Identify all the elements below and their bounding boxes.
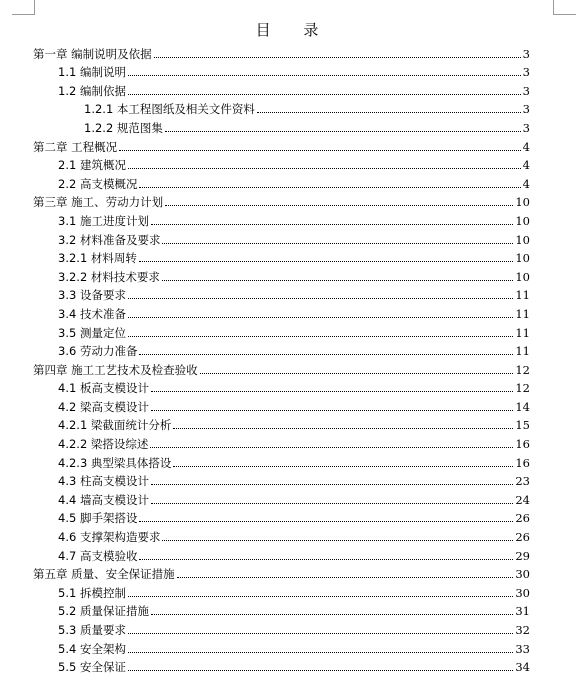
toc-entry[interactable] — [33, 228, 530, 247]
toc-entry-page: 34 — [515, 660, 530, 675]
dot-leader — [162, 279, 513, 281]
toc-entry[interactable] — [33, 656, 530, 675]
toc-entry-page: 3 — [522, 120, 530, 135]
toc-entry-label: 4.2 梁高支模设计 — [58, 399, 149, 414]
toc-entry-label: 5.1 拆模控制 — [58, 585, 126, 600]
toc-entry[interactable] — [33, 61, 530, 80]
toc-entry-page: 4 — [522, 176, 530, 191]
dot-leader — [151, 502, 513, 504]
dot-leader — [165, 204, 513, 206]
toc-entry[interactable] — [33, 209, 530, 228]
page-corner-mark-right — [553, 0, 576, 15]
dot-leader — [257, 111, 521, 113]
toc-entry-label: 1.1 编制说明 — [58, 65, 126, 80]
toc-entry[interactable] — [33, 600, 530, 619]
toc-entry[interactable] — [33, 172, 530, 191]
toc-entry-page: 12 — [515, 362, 530, 377]
toc-entry-page: 3 — [522, 102, 530, 117]
toc-entry[interactable] — [33, 544, 530, 563]
toc-entry-label: 2.1 建筑概况 — [58, 158, 126, 173]
toc-entry-label: 3.2.2 材料技术要求 — [58, 269, 160, 284]
dot-leader — [128, 93, 521, 95]
toc-entry-page: 16 — [515, 455, 530, 470]
toc-entry[interactable] — [33, 79, 530, 98]
toc-entry[interactable] — [33, 284, 530, 303]
toc-entry-page: 29 — [515, 548, 530, 563]
dot-leader — [139, 558, 513, 560]
toc-entry-label: 4.2.1 梁截面统计分析 — [58, 418, 172, 433]
dot-leader — [128, 74, 521, 76]
dot-leader — [128, 632, 513, 634]
toc-entry[interactable] — [33, 265, 530, 284]
dot-leader — [173, 427, 513, 429]
toc-entry-page: 11 — [515, 344, 530, 359]
toc-entry[interactable] — [33, 525, 530, 544]
toc-entry-label: 5.5 安全保证 — [58, 660, 126, 675]
toc-entry[interactable] — [33, 191, 530, 210]
toc-entry-label: 第二章 工程概况 — [33, 139, 118, 154]
toc-entry-page: 4 — [522, 139, 530, 154]
dot-leader — [128, 335, 513, 337]
toc-entry-page: 10 — [515, 232, 530, 247]
toc-entry-page: 16 — [515, 437, 530, 452]
dot-leader — [119, 149, 521, 151]
toc-entry-page: 4 — [522, 158, 530, 173]
dot-leader — [151, 409, 513, 411]
toc-entry-label: 第五章 质量、安全保证措施 — [33, 567, 175, 582]
toc-entry-label: 4.2.3 典型梁具体搭设 — [58, 455, 172, 470]
toc-entry-label: 3.2 材料准备及要求 — [58, 232, 161, 247]
toc-entry[interactable] — [33, 488, 530, 507]
toc-entry-label: 4.4 墙高支模设计 — [58, 492, 149, 507]
toc-entry[interactable] — [33, 377, 530, 396]
dot-leader — [128, 297, 513, 299]
toc-entry-label: 1.2.2 规范图集 — [84, 120, 163, 135]
toc-entry-label: 4.1 板高支模设计 — [58, 381, 149, 396]
dot-leader — [154, 56, 521, 58]
toc-entry-page: 10 — [515, 269, 530, 284]
dot-leader — [173, 465, 513, 467]
dot-leader — [151, 613, 513, 615]
toc-entry-label: 第四章 施工工艺技术及检查验收 — [33, 362, 198, 377]
toc-entry-label: 2.2 高支模概况 — [58, 176, 138, 191]
toc-entry[interactable] — [33, 637, 530, 656]
toc-entry-label: 3.3 设备要求 — [58, 288, 126, 303]
dot-leader — [162, 242, 513, 244]
toc-entry[interactable] — [33, 340, 530, 359]
dot-leader — [150, 446, 513, 448]
toc-entry[interactable] — [33, 432, 530, 451]
toc-entry[interactable] — [33, 302, 530, 321]
toc-entry-page: 11 — [515, 325, 530, 340]
toc-entry-label: 3.5 测量定位 — [58, 325, 126, 340]
toc-entry-page: 15 — [515, 418, 530, 433]
toc-entry-label: 3.2.1 材料周转 — [58, 251, 137, 266]
dot-leader — [128, 669, 513, 671]
dot-leader — [177, 576, 514, 578]
dot-leader — [151, 223, 513, 225]
toc-entry-page: 3 — [522, 83, 530, 98]
toc-entry-label: 第三章 施工、劳动力计划 — [33, 195, 164, 210]
toc-entry-page: 30 — [515, 585, 530, 600]
toc-entry[interactable] — [33, 154, 530, 173]
toc-entry-page: 12 — [515, 381, 530, 396]
toc-entry-label: 4.7 高支模验收 — [58, 548, 138, 563]
dot-leader — [162, 539, 513, 541]
toc-entry-page: 23 — [515, 474, 530, 489]
toc-entry-label: 1.2 编制依据 — [58, 83, 126, 98]
toc-entry-page: 26 — [515, 530, 530, 545]
dot-leader — [139, 353, 513, 355]
toc-entry-page: 11 — [515, 306, 530, 321]
toc-entry-label: 4.3 柱高支模设计 — [58, 474, 149, 489]
toc-entry-label: 5.3 质量要求 — [58, 623, 126, 637]
dot-leader — [128, 167, 521, 169]
dot-leader — [165, 130, 521, 132]
toc-entry[interactable] — [33, 451, 530, 470]
toc-entry-page: 30 — [515, 567, 530, 582]
toc-entry-page: 11 — [515, 288, 530, 303]
dot-leader — [128, 595, 513, 597]
toc-entry-label: 4.5 脚手架搭设 — [58, 511, 138, 526]
toc-entry[interactable] — [33, 135, 530, 154]
toc-entry-page: 10 — [515, 195, 530, 210]
toc-entry[interactable] — [33, 247, 530, 266]
toc-entry-page: 10 — [515, 251, 530, 266]
toc-entry-label: 5.2 质量保证措施 — [58, 604, 149, 619]
toc-entry-page: 14 — [515, 399, 530, 414]
toc-entry[interactable] — [33, 470, 530, 489]
dot-leader — [200, 372, 514, 374]
toc-entry-page: 3 — [522, 65, 530, 80]
toc-entry-label: 4.2.2 梁搭设综述 — [58, 437, 149, 452]
toc-entry-page: 24 — [515, 492, 530, 507]
toc-entry[interactable] — [33, 116, 530, 135]
toc-entry[interactable] — [33, 98, 530, 117]
toc-entry-label: 第一章 编制说明及依据 — [33, 46, 152, 61]
toc-entry[interactable] — [33, 42, 530, 61]
toc-entry-page: 3 — [522, 46, 530, 61]
toc-entry-label: 4.6 支撑架构造要求 — [58, 530, 161, 545]
dot-leader — [151, 483, 513, 485]
toc-entry-page: 10 — [515, 213, 530, 228]
dot-leader — [139, 520, 513, 522]
toc-entry-page: 31 — [515, 604, 530, 619]
dot-leader — [139, 186, 520, 188]
toc-entry[interactable] — [33, 581, 530, 600]
dot-leader — [151, 390, 513, 392]
toc-entry[interactable] — [33, 618, 530, 637]
toc-entry[interactable] — [33, 395, 530, 414]
dot-leader — [139, 260, 513, 262]
toc-entry-label: 5.4 安全架构 — [58, 641, 126, 656]
dot-leader — [128, 316, 513, 318]
toc-entry-label: 3.1 施工进度计划 — [58, 213, 149, 228]
toc-entry-page: 32 — [515, 623, 530, 637]
toc-entry[interactable] — [33, 563, 530, 582]
toc-entry-label: 3.6 劳动力准备 — [58, 344, 138, 359]
toc-entry-label: 3.4 技术准备 — [58, 306, 126, 321]
page-corner-mark-left — [12, 0, 35, 15]
toc-entry-page: 26 — [515, 511, 530, 526]
toc-entry[interactable] — [33, 507, 530, 526]
table-of-contents — [33, 42, 530, 674]
toc-entry[interactable] — [33, 358, 530, 377]
toc-entry[interactable] — [33, 321, 530, 340]
toc-entry-label: 1.2.1 本工程图纸及相关文件资料 — [84, 102, 255, 117]
dot-leader — [128, 651, 513, 653]
toc-title: 目 录 — [255, 21, 333, 39]
toc-entry[interactable] — [33, 414, 530, 433]
toc-entry-page: 33 — [515, 641, 530, 656]
